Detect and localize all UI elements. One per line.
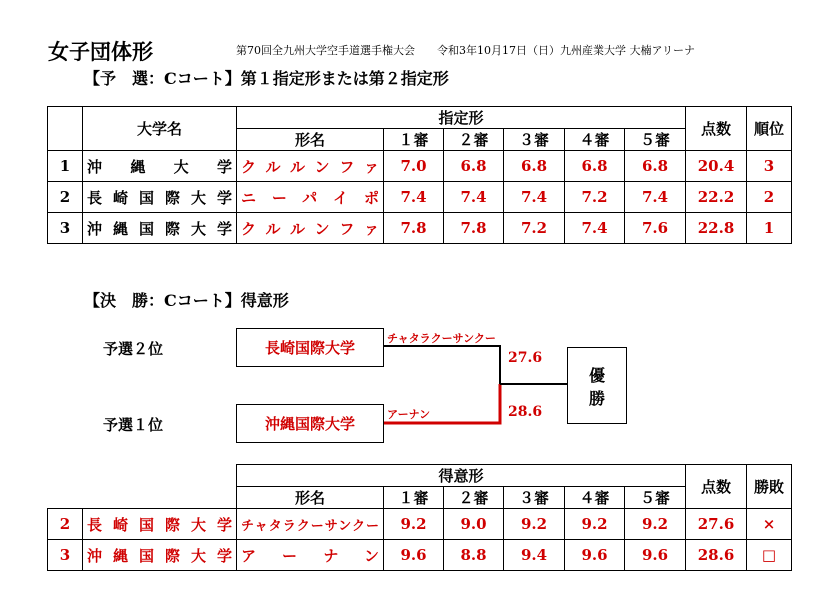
row-university: 長崎国際大学 [83, 509, 237, 540]
row-score: 7.2 [565, 182, 625, 213]
final-blank-cell [48, 465, 83, 509]
row-kata: ニーパイポ [237, 182, 384, 213]
row-no: 2 [48, 182, 83, 213]
row-total: 22.8 [686, 213, 747, 244]
final-judge-header: ２審 [444, 487, 504, 509]
row-no: 3 [48, 213, 83, 244]
bracket-team-top: 長崎国際大学 [236, 328, 384, 367]
prelim-university-header: 大学名 [83, 107, 237, 151]
row-score: 8.8 [444, 540, 504, 571]
row-score: 9.4 [504, 540, 565, 571]
final-judge-header: １審 [384, 487, 444, 509]
row-score: 7.8 [444, 213, 504, 244]
row-result: □ [747, 540, 792, 571]
bracket-score-top: 27.6 [508, 350, 543, 366]
final-judge-header: ３審 [504, 487, 565, 509]
row-rank: 3 [747, 151, 792, 182]
row-university: 沖縄国際大学 [83, 213, 237, 244]
row-score: 9.2 [384, 509, 444, 540]
final-kata-header: 形名 [237, 487, 384, 509]
bracket-score-bottom: 28.6 [508, 404, 543, 420]
winner-label: 勝 [588, 388, 605, 408]
row-score: 6.8 [565, 151, 625, 182]
row-total: 22.2 [686, 182, 747, 213]
row-no: 2 [48, 509, 83, 540]
row-rank: 1 [747, 213, 792, 244]
row-no: 1 [48, 151, 83, 182]
row-score: 7.0 [384, 151, 444, 182]
row-result: × [747, 509, 792, 540]
bracket-line-bottom [384, 384, 500, 423]
event-subtitle: 第70回全九州大学空手道選手権大会 令和3年10月17日（日）九州産業大学 大楠アリーナ [236, 44, 696, 57]
table-row [48, 509, 792, 540]
prelim-judge-header: ３審 [504, 129, 565, 151]
row-score: 9.6 [384, 540, 444, 571]
row-score: 7.4 [504, 182, 565, 213]
row-score: 9.2 [625, 509, 686, 540]
row-score: 9.2 [565, 509, 625, 540]
row-kata: アーナン [237, 540, 384, 571]
prelim-group-header: 指定形 [237, 107, 686, 129]
prelim-kata-header: 形名 [237, 129, 384, 151]
row-score: 9.6 [625, 540, 686, 571]
row-score: 7.6 [625, 213, 686, 244]
row-score: 7.4 [444, 182, 504, 213]
row-total: 20.4 [686, 151, 747, 182]
row-kata: クルルンファ [237, 213, 384, 244]
row-total: 27.6 [686, 509, 747, 540]
bracket-kata-top: チャタラクーサンクー [387, 332, 496, 345]
row-score: 7.4 [565, 213, 625, 244]
page-title: 女子団体形 [48, 39, 153, 64]
prelim-judge-header: １審 [384, 129, 444, 151]
row-university: 長崎国際大学 [83, 182, 237, 213]
row-score: 9.2 [504, 509, 565, 540]
bracket-team-bottom: 沖縄国際大学 [236, 404, 384, 443]
winner-box [567, 347, 627, 424]
row-score: 7.2 [504, 213, 565, 244]
prelim-judge-header: ４審 [565, 129, 625, 151]
bracket-kata-bottom: アーナン [387, 408, 431, 421]
bracket-line-top [384, 346, 500, 384]
row-rank: 2 [747, 182, 792, 213]
row-score: 9.6 [565, 540, 625, 571]
final-judge-header: ５審 [625, 487, 686, 509]
row-no: 3 [48, 540, 83, 571]
final-group-header: 得意形 [237, 465, 686, 487]
final-result-header: 勝敗 [747, 465, 792, 509]
row-university: 沖縄国際大学 [83, 540, 237, 571]
row-score: 7.4 [625, 182, 686, 213]
seed1-label: 予選１位 [103, 416, 164, 434]
row-score: 9.0 [444, 509, 504, 540]
final-blank-cell [83, 465, 237, 509]
winner-label: 優 [588, 365, 605, 385]
row-score: 6.8 [444, 151, 504, 182]
prelim-score-header: 点数 [686, 107, 747, 151]
final-score-header: 点数 [686, 465, 747, 509]
row-score: 7.8 [384, 213, 444, 244]
seed2-label: 予選２位 [103, 340, 164, 358]
row-kata: チャタラクーサンクー [237, 509, 384, 540]
row-kata: クルルンファ [237, 151, 384, 182]
table-row [48, 540, 792, 571]
final-heading: 【決 勝：Cコート】得意形 [84, 291, 289, 310]
row-score: 6.8 [625, 151, 686, 182]
prelim-judge-header: ５審 [625, 129, 686, 151]
row-score: 6.8 [504, 151, 565, 182]
final-judge-header: ４審 [565, 487, 625, 509]
final-table [47, 464, 792, 571]
prelim-judge-header: ２審 [444, 129, 504, 151]
prelim-rank-header: 順位 [747, 107, 792, 151]
row-score: 7.4 [384, 182, 444, 213]
row-total: 28.6 [686, 540, 747, 571]
prelim-heading: 【予 選：Cコート】第１指定形または第２指定形 [84, 69, 449, 88]
row-university: 沖縄大学 [83, 151, 237, 182]
